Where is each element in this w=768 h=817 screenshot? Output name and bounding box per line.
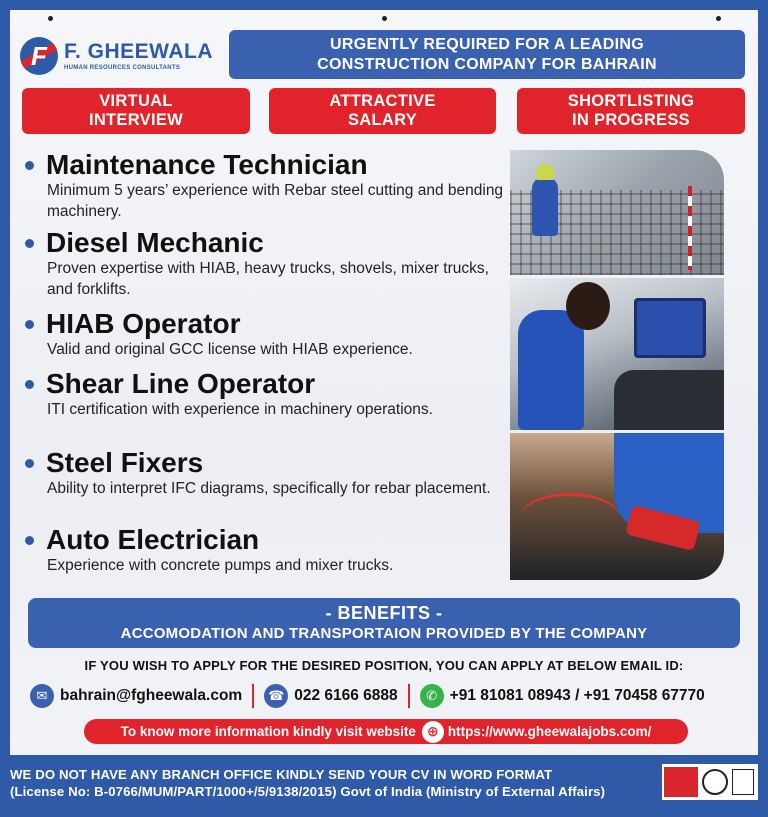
company-logo [20, 36, 220, 76]
phone-contact[interactable] [264, 684, 397, 708]
footer-line2: (License No: B-0766/MUM/PART/1000+/5/9138/2015) Govt of India (Ministry of External Affairs) [10, 784, 606, 799]
tag-line: SALARY [347, 111, 418, 129]
job-description: Proven expertise with HIAB, heavy trucks, shovels, mixer trucks, and forklifts. [47, 260, 489, 298]
tag-line: IN PROGRESS [572, 111, 690, 129]
benefits-text: ACCOMODATION AND TRANSPORTAION PROVIDED BY THE COMPANY [120, 625, 648, 642]
headline-line1: URGENTLY REQUIRED FOR A LEADING [330, 35, 644, 53]
ukas-crown-icon [732, 769, 754, 795]
job-item [25, 369, 505, 420]
tag-line: ATTRACTIVE [329, 92, 436, 110]
job-description: ITI certification with experience in machinery operations. [47, 401, 433, 418]
tag-shortlisting [517, 88, 745, 134]
tag-attractive-salary [269, 88, 496, 134]
bureau-veritas-seal-icon [702, 769, 728, 795]
bullet-icon [25, 380, 34, 389]
job-item [25, 150, 505, 222]
globe-icon: ⊕ [422, 721, 444, 743]
bullet-icon [25, 239, 34, 248]
photo-collage [510, 150, 724, 580]
tag-virtual-interview [22, 88, 250, 134]
job-item [25, 228, 505, 300]
photo-mechanic [510, 278, 724, 430]
corner-dot [716, 16, 721, 21]
job-title: HIAB Operator [46, 308, 241, 339]
bullet-icon [25, 320, 34, 329]
job-description: Minimum 5 years’ experience with Rebar steel cutting and bending machinery. [47, 182, 504, 220]
footer-line1: WE DO NOT HAVE ANY BRANCH OFFICE KINDLY SEND YOUR CV IN WORD FORMAT [10, 767, 553, 782]
tag-line: VIRTUAL [99, 92, 173, 110]
phone-number[interactable]: 022 6166 6888 [294, 687, 398, 704]
iso-certification-mark [664, 767, 698, 797]
logo-subtitle: HUMAN RESOURCES CONSULTANTS [64, 65, 181, 71]
corner-dot [382, 16, 387, 21]
divider [252, 684, 254, 708]
benefits-title: - BENEFITS - [325, 603, 443, 623]
email-contact[interactable] [30, 684, 242, 708]
job-item [25, 525, 505, 576]
headline-banner [229, 30, 745, 79]
website-link[interactable]: https://www.gheewalajobs.com/ [447, 724, 652, 739]
job-description: Experience with concrete pumps and mixer trucks. [47, 557, 394, 574]
corner-dot [48, 16, 53, 21]
apply-instructions: IF YOU WISH TO APPLY FOR THE DESIRED POSITION, YOU CAN APPLY AT BELOW EMAIL ID: [84, 658, 684, 673]
job-title: Maintenance Technician [46, 149, 368, 180]
bullet-icon [25, 536, 34, 545]
telephone-icon: ☎ [264, 684, 288, 708]
job-description: Ability to interpret IFC diagrams, specifically for rebar placement. [47, 480, 491, 497]
job-title: Shear Line Operator [46, 368, 316, 399]
email-address[interactable]: bahrain@fgheewala.com [60, 687, 243, 704]
job-title: Diesel Mechanic [46, 227, 264, 258]
divider [408, 684, 410, 708]
bullet-icon [25, 459, 34, 468]
whatsapp-icon: ✆ [420, 684, 444, 708]
tag-line: SHORTLISTING [567, 92, 695, 110]
logo-name: F. GHEEWALA [64, 40, 214, 63]
bullet-icon [25, 161, 34, 170]
tag-line: INTERVIEW [88, 111, 184, 129]
contact-row [30, 683, 740, 709]
job-title: Steel Fixers [46, 447, 204, 478]
job-title: Auto Electrician [46, 524, 260, 555]
certification-badge [662, 764, 758, 800]
envelope-icon: ✉ [30, 684, 54, 708]
website-label: To know more information kindly visit website [120, 724, 416, 739]
whatsapp-contact[interactable] [420, 684, 705, 708]
footer-text [10, 766, 650, 800]
whatsapp-numbers[interactable]: +91 81081 08943 / +91 70458 67770 [449, 687, 705, 704]
benefits-banner [28, 598, 740, 648]
logo-mark-icon [20, 37, 58, 75]
job-item [25, 448, 505, 499]
headline-line2: CONSTRUCTION COMPANY FOR BAHRAIN [317, 55, 657, 73]
website-bar [84, 719, 688, 744]
job-description: Valid and original GCC license with HIAB experience. [47, 341, 413, 358]
photo-rebar-worker [510, 150, 724, 275]
photo-auto-electrician [510, 433, 724, 580]
job-item [25, 309, 505, 360]
